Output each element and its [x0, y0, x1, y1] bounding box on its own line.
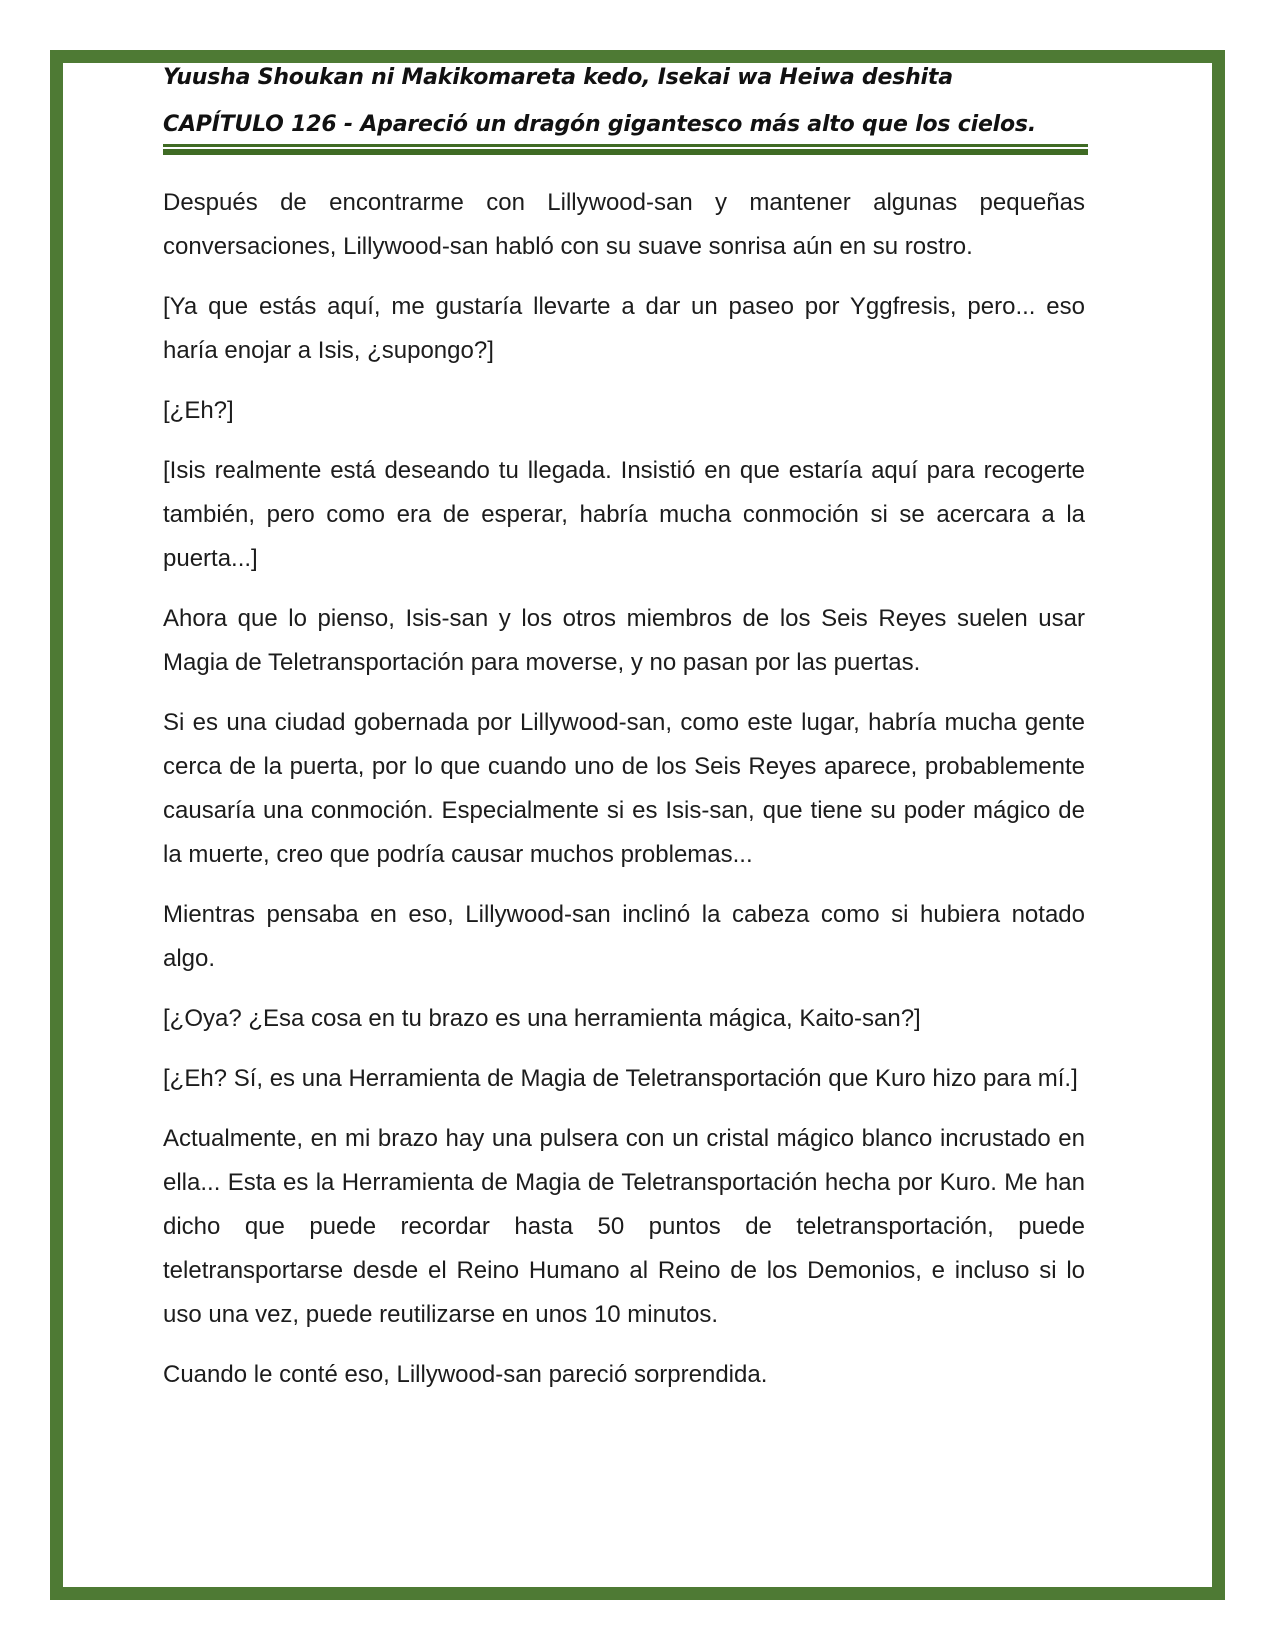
paragraph: [¿Eh? Sí, es una Herramienta de Magia de Teletransportación que Kuro hizo para mí.] [163, 1065, 1078, 1092]
paragraph: [¿Eh?] [163, 397, 234, 424]
paragraph: [¿Oya? ¿Esa cosa en tu brazo es una herramienta mágica, Kaito-san?] [163, 1005, 921, 1032]
paragraph: Actualmente, en mi brazo hay una pulsera con un cristal mágico blanco incrustado en ella... Esta es la Herramienta de Magia de Teletransportación hecha por Kuro. Me han dicho que puede recordar hasta 50 puntos de teletransportación, puede teletransportarse desde el Reino Humano al Reino de los Demonios, e incluso si lo uso una vez, puede reutilizarse en unos 10 minutos. [163, 1125, 1085, 1328]
paragraph: Si es una ciudad gobernada por Lillywood-san, como este lugar, habría mucha gente cerca de la puerta, por lo que cuando uno de los Seis Reyes aparece, probablemente causaría una conmoción. Especialmente si es Isis-san, que tiene su poder mágico de la muerte, creo que podría causar muchos problemas... [163, 709, 1085, 868]
paragraph: Cuando le conté eso, Lillywood-san pareció sorprendida. [163, 1361, 768, 1388]
paragraph: Después de encontrarme con Lillywood-san y mantener algunas pequeñas conversaciones, Lillywood-san habló con su suave sonrisa aún en su rostro. [163, 189, 1085, 260]
paragraph: [Isis realmente está deseando tu llegada. Insistió en que estaría aquí para recogerte también, pero como era de esperar, habría mucha conmoción si se acercara a la puerta...] [163, 457, 1085, 572]
paragraph: [Ya que estás aquí, me gustaría llevarte a dar un paseo por Yggfresis, pero... eso haría enojar a Isis, ¿supongo?] [163, 293, 1085, 364]
body-text [163, 181, 1085, 1397]
title-divider-thick [163, 149, 1088, 155]
title-divider-thin [163, 144, 1088, 147]
document-content [163, 52, 1085, 1413]
paragraph: Ahora que lo pienso, Isis-san y los otros miembros de los Seis Reyes suelen usar Magia de Teletransportación para moverse, y no pasan por las puertas. [163, 605, 1085, 676]
paragraph: Mientras pensaba en eso, Lillywood-san inclinó la cabeza como si hubiera notado algo. [163, 901, 1085, 972]
chapter-title: CAPÍTULO 126 - Apareció un dragón gigantesco más alto que los cielos. [163, 112, 1036, 137]
series-title: Yuusha Shoukan ni Makikomareta kedo, Isekai wa Heiwa deshita [163, 65, 953, 90]
